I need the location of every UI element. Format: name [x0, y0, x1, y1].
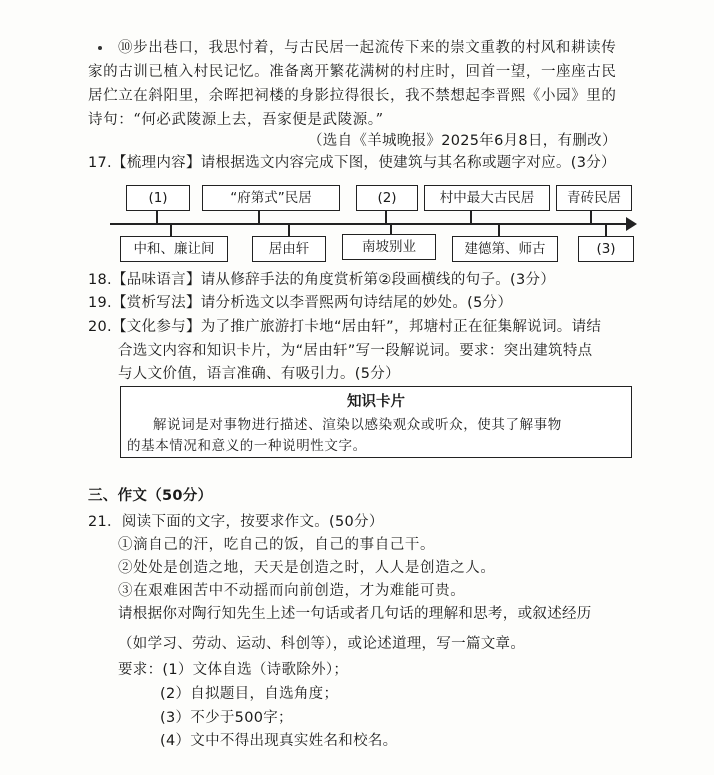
requirement-3: (3）不少于500字； [160, 710, 293, 726]
knowledge-card-body-2: 的基本情况和意义的一种说明性文字。 [127, 438, 367, 454]
knowledge-card [120, 386, 632, 458]
knowledge-card-title: 知识卡片 [347, 394, 405, 410]
question-20-line-3: 与人文价值，语言准确、有吸引力。(5分） [118, 366, 400, 382]
top-box-3: (2) [356, 185, 418, 211]
requirement-1: 要求：(1）文体自选（诗歌除外）； [118, 662, 349, 678]
top-box-1: (1) [126, 185, 190, 211]
question-17: 17.【梳理内容】请根据选文内容完成下图，使建筑与其名称或题字对应。(3分） [88, 155, 616, 171]
margin-dot [98, 46, 102, 50]
quote-1: ①滴自己的汗，吃自己的饭，自己的事自己干。 [118, 537, 436, 553]
passage-line-3: 居伫立在斜阳里，余晖把祠楼的身影拉得很长，我不禁想起李晋熙《小园》里的 [88, 88, 617, 104]
requirement-4: (4）文中不得出现真实姓名和校名。 [160, 733, 398, 749]
question-19: 19.【赏析写法】请分析选文以李晋熙两句诗结尾的妙处。(5分） [88, 295, 513, 311]
passage-source: （选自《羊城晚报》2025年6月8日，有删改） [308, 133, 617, 149]
passage-line-2: 家的古训已植入村民记忆。准备离开繁花满树的村庄时，回首一望，一座座古民 [88, 64, 617, 80]
question-20-line-1: 20.【文化参与】为了推广旅游打卡地“居由轩”，邦塘村正在征集解说词。请结 [88, 319, 602, 335]
question-21-intro: 21．阅读下面的文字，按要求作文。(50分） [88, 514, 384, 530]
quote-3: ③在艰难困苦中不动摇而向前创造，才为难能可贵。 [118, 583, 466, 599]
bottom-box-3: 南坡别业 [342, 234, 436, 260]
task-line-2: （如学习、劳动、运动、科创等），或论述道理，写一篇文章。 [118, 636, 526, 652]
bottom-box-5: (3) [578, 236, 634, 262]
bottom-box-1: 中和、廉让间 [120, 236, 228, 262]
passage-line-1: ⑩步出巷口，我思忖着，与古民居一起流传下来的崇文重教的村风和耕读传 [118, 40, 617, 56]
question-20-line-2: 合选文内容和知识卡片，为“居由轩”写一段解说词。要求：突出建筑特点 [118, 343, 593, 359]
requirement-2: (2）自拟题目，自选角度； [160, 686, 339, 702]
knowledge-card-body-1: 解说词是对事物进行描述、渲染以感染观众或听众，使其了解事物 [153, 417, 562, 433]
top-box-4: 村中最大古民居 [424, 185, 550, 211]
task-line-1: 请根据你对陶行知先生上述一句话或者几句话的理解和思考，或叙述经历 [118, 606, 592, 622]
passage-line-4: 诗句：“何必武陵源上去，吾家便是武陵源。” [88, 112, 384, 128]
quote-2: ②处处是创造之地，天天是创造之时，人人是创造之人。 [118, 560, 496, 576]
timeline-line [110, 223, 628, 225]
top-box-2: “府第式”民居 [202, 185, 340, 211]
bottom-box-4: 建德第、师古 [452, 236, 558, 262]
bottom-box-2: 居由轩 [252, 236, 326, 262]
question-18: 18.【品味语言】请从修辞手法的角度赏析第②段画横线的句子。(3分） [88, 272, 556, 288]
timeline-arrow [626, 217, 637, 231]
top-box-5: 青砖民居 [556, 185, 632, 211]
section-3-heading: 三、作文（50分） [88, 488, 213, 504]
